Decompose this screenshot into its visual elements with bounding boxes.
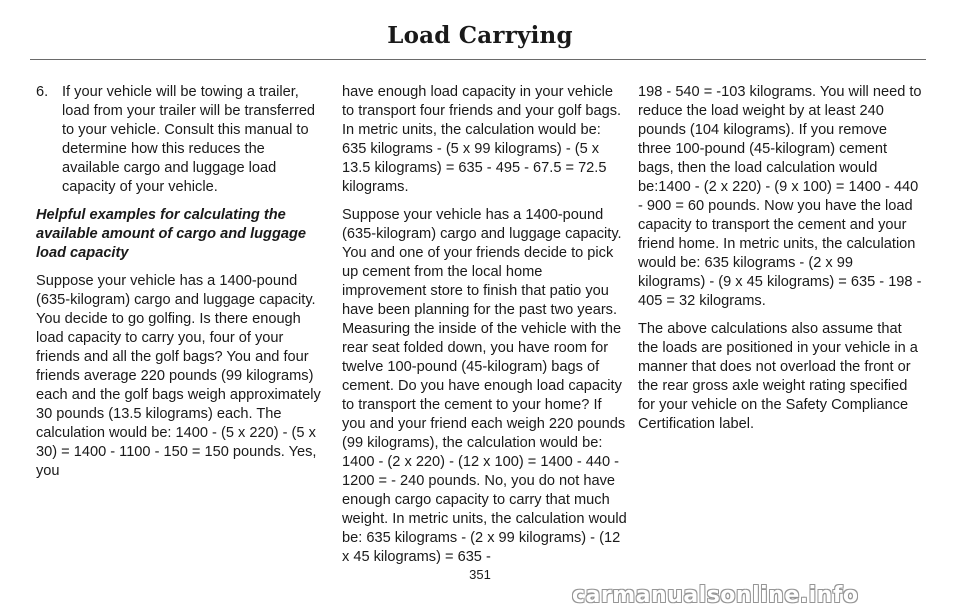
paragraph-golf-example: Suppose your vehicle has a 1400-pound (635-kilogram) cargo and luggage capacity. You decide to go golfing. Is there enough load capacity to carry you, four of your friends and all the golf bags? You and four friends average 220 pounds (99 kilograms) each and the golf bags weigh approximately 30 pounds (13.5 kilograms) each. The calculation would be: 1400 - (5 x 220) - (5 x 30) = 1400 - 1100 - 150 = 150 pounds. Yes, you — [36, 273, 321, 479]
text-column-1 — [36, 83, 322, 490]
page-number: 351 — [469, 567, 491, 582]
step-text: If your vehicle will be towing a trailer, load from your trailer will be transferred to your vehicle. Consult this manual to determine how this reduces the available cargo and luggage load capacity of your vehicle. — [62, 84, 316, 195]
paragraph-axle-note: The above calculations also assume that the loads are positioned in your vehicle in a manner that does not overload the front or the rear gross axle weight rating specified for your vehicle on the Safety Compliance Certification label. — [638, 321, 918, 432]
step-number: 6. — [36, 84, 49, 100]
text-column-2 — [342, 83, 628, 576]
site-watermark: carmanualsonline.info — [572, 583, 859, 608]
section-subheading: Helpful examples for calculating the available amount of cargo and luggage load capacity — [36, 207, 307, 261]
paragraph-cement-example-continued: 198 - 540 = -103 kilograms. You will need to reduce the load weight by at least 240 pounds (104 kilograms). If you remove three 100-pound (45-kilogram) cement bags, then the load calculation would be:1400 - (2 x 220) - (9 x 100) = 1400 - 440 - 900 = 60 pounds. Now you have the load capacity to transport the cement and your friend home. In metric units, the calculation would be: 635 kilograms - (2 x 99 kilograms) - (9 x 45 kilograms) = 635 - 198 - 405 = 32 kilograms. — [638, 84, 922, 309]
paragraph-golf-example-continued: have enough load capacity in your vehicle to transport four friends and your golf bags. In metric units, the calculation would be: 635 kilograms - (5 x 99 kilograms) - (5 x 13.5 kilograms) = 635 - 495 - 67.5 = 72.5 kilograms. — [342, 84, 622, 195]
text-column-3 — [638, 83, 924, 443]
paragraph-cement-example: Suppose your vehicle has a 1400-pound (635-kilogram) cargo and luggage capacity. You and one of your friends decide to pick up cement from the local home improvement store to finish that patio you have been planning for the past two years. Measuring the inside of the vehicle with the rear seat folded down, you have room for twelve 100-pound (45-kilogram) bags of cement. Do you have enough load capacity to transport the cement to your home? If you and your friend each weigh 220 pounds (99 kilograms), the calculation would be: 1400 - (2 x 220) - (12 x 100) = 1400 - 440 - 1200 = - 240 pounds. No, you do not have enough cargo capacity to carry that much weight. In metric units, the calculation would be: 635 kilograms - (2 x 99 kilograms) - (12 x 45 kilograms) = 635 - — [342, 207, 627, 565]
numbered-step — [36, 83, 322, 197]
header-divider — [30, 59, 926, 60]
page-title: Load Carrying — [387, 22, 573, 49]
